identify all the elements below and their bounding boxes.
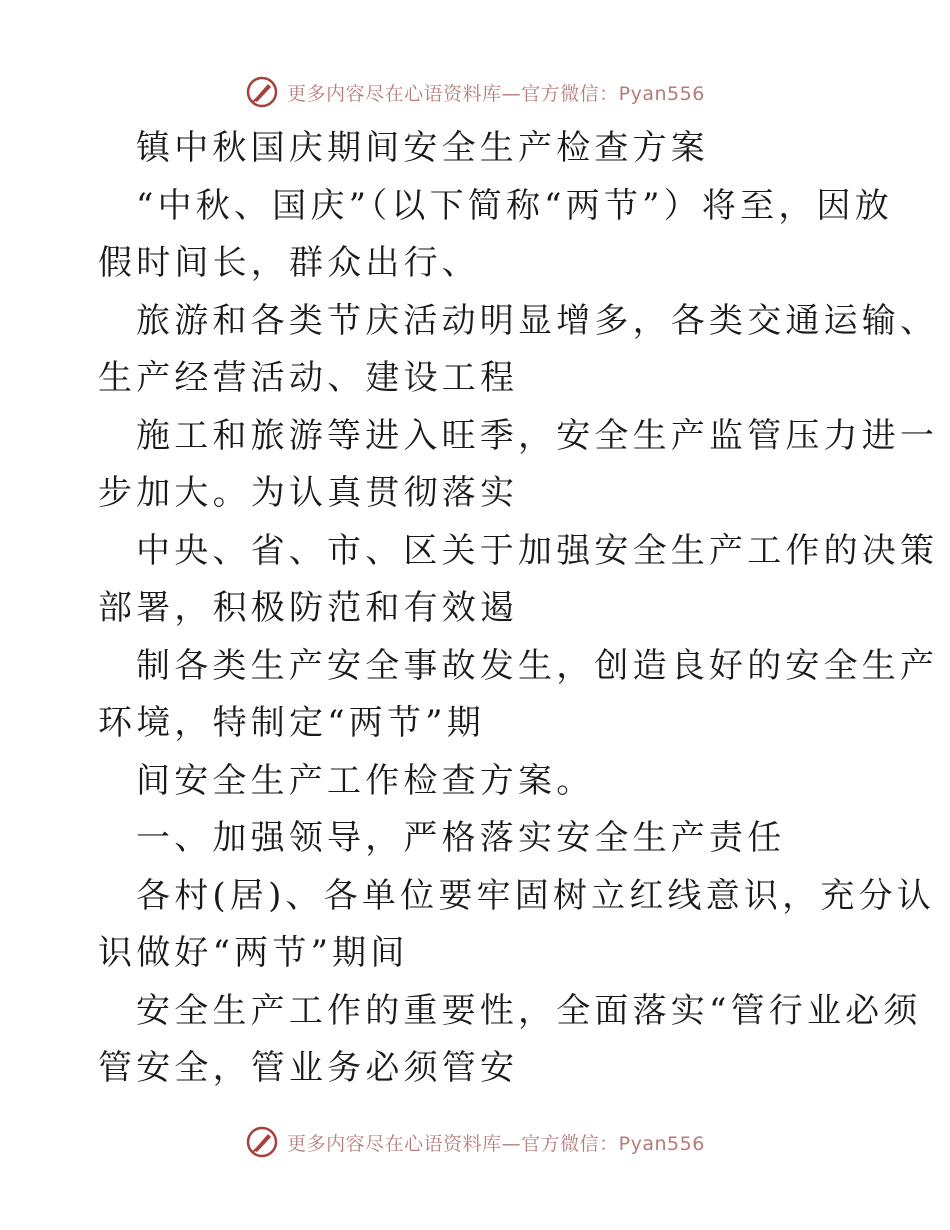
paragraph	[98, 178, 893, 293]
paragraph-line: 安全生产工作的重要性，全面落实“管行业必须	[136, 990, 922, 1031]
paragraph	[98, 293, 939, 408]
paragraph	[98, 983, 922, 1098]
watermark-text: 更多内容尽在心语资料库—官方微信：Pyan556	[287, 82, 705, 105]
paragraph-line: 管安全，管业务必须管安	[98, 1048, 519, 1088]
paragraph-line: 中央、省、市、区关于加强安全生产工作的决策	[136, 530, 939, 571]
paragraph-line: 识做好“两节”期间	[98, 933, 409, 973]
paragraph	[98, 408, 939, 523]
paragraph	[98, 868, 935, 983]
paragraph-line: 假时间长，群众出行、	[98, 243, 480, 283]
paragraph-line: 旅游和各类节庆活动明显增多，各类交通运输、	[136, 300, 939, 341]
paragraph-line: 部署，积极防范和有效遏	[98, 588, 519, 628]
quill-pen-logo-icon	[245, 1125, 279, 1159]
paragraph-line: 施工和旅游等进入旺季，安全生产监管压力进一	[136, 415, 939, 456]
footer-watermark-banner	[0, 1122, 950, 1162]
paragraph-line: “中秋、国庆”（以下简称“两节”）将至，因放	[136, 185, 893, 226]
paragraph	[98, 638, 939, 753]
paragraph-line: 制各类生产安全事故发生，创造良好的安全生产	[136, 645, 939, 686]
section-heading-text: 一、加强领导，严格落实安全生产责任	[136, 818, 786, 858]
paragraph-line: 环境，特制定“两节”期	[98, 703, 485, 743]
paragraph	[98, 753, 858, 811]
watermark-text: 更多内容尽在心语资料库—官方微信：Pyan556	[287, 1132, 705, 1155]
title-text: 镇中秋国庆期间安全生产检查方案	[136, 128, 709, 168]
document-title	[98, 120, 858, 178]
quill-pen-logo-icon	[245, 75, 279, 109]
header-watermark-banner	[0, 72, 950, 112]
document-body	[98, 120, 939, 1098]
section-heading	[98, 810, 858, 868]
paragraph	[98, 523, 939, 638]
paragraph-line: 各村(居)、各单位要牢固树立红线意识，充分认	[136, 875, 935, 916]
paragraph-line: 间安全生产工作检查方案。	[136, 760, 595, 801]
paragraph-line: 生产经营活动、建设工程	[98, 358, 519, 398]
paragraph-line: 步加大。为认真贯彻落实	[98, 473, 519, 513]
